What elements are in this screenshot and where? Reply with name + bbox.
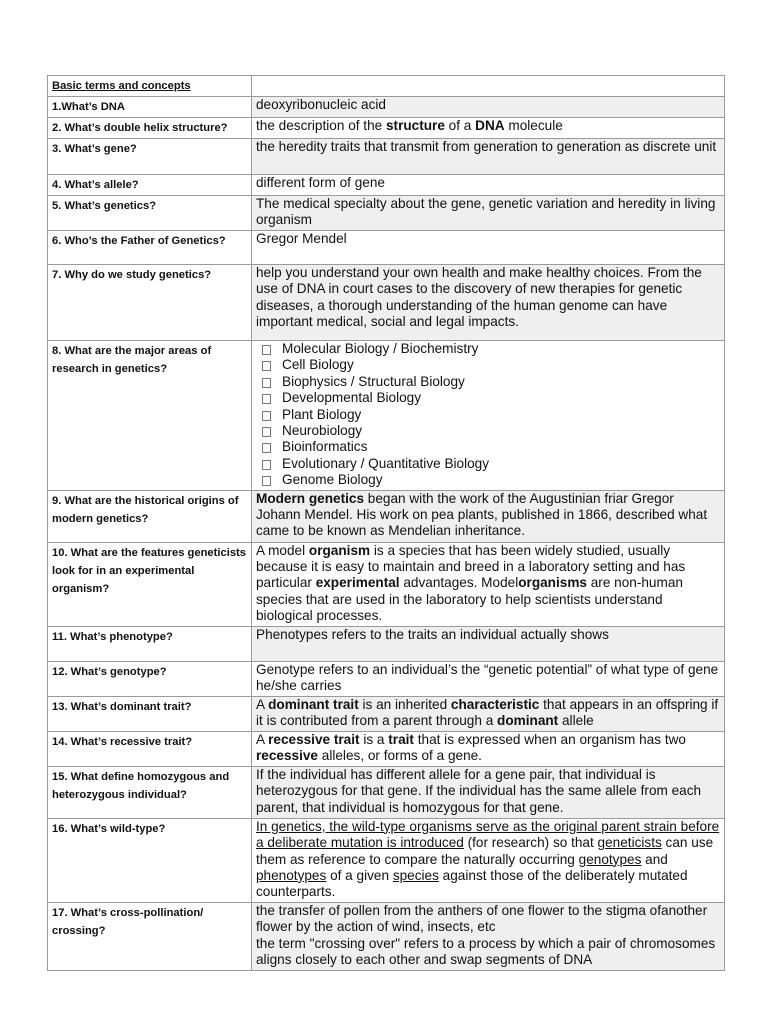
table-row	[48, 97, 725, 118]
research-area-item	[262, 407, 721, 423]
research-area-item	[262, 341, 721, 357]
answer-cell: deoxyribonucleic acid	[252, 97, 725, 118]
question-cell: 11. What’s phenotype?	[48, 626, 252, 661]
research-area-item	[262, 472, 721, 488]
checkbox-square-icon	[262, 476, 271, 486]
table-row	[48, 818, 725, 902]
answer-cell	[252, 902, 725, 970]
question-cell: 16. What’s wild-type?	[48, 818, 252, 902]
answer-paragraph: the term "crossing over" refers to a process by which a pair of chromosomes aligns closely to each other and swap segments of DNA	[256, 935, 716, 967]
table-row	[48, 76, 725, 97]
answer-cell: Modern genetics began with the work of the Augustinian friar Gregor Johann Mendel. His work on pea plants, published in 1866, described what came to be known as Mendelian inheritance.	[252, 490, 725, 542]
answer-cell: Genotype refers to an individual’s the “genetic potential” of what type of gene he/she carries	[252, 661, 725, 696]
research-areas-list	[256, 341, 721, 489]
checkbox-square-icon	[262, 361, 271, 371]
question-cell: 7. Why do we study genetics?	[48, 265, 252, 341]
answer-cell: the description of the structure of a DNA molecule	[252, 118, 725, 139]
research-area-label: Cell Biology	[282, 357, 354, 373]
question-cell: 2. What’s double helix structure?	[48, 118, 252, 139]
question-cell: 3. What’s gene?	[48, 139, 252, 175]
answer-cell: A dominant trait is an inherited characteristic that appears in an offspring if it is contributed from a parent through a dominant allele	[252, 696, 725, 731]
research-area-item	[262, 357, 721, 373]
table-row	[48, 490, 725, 542]
table-row	[48, 902, 725, 970]
table-row	[48, 731, 725, 766]
table-row	[48, 626, 725, 661]
answer-paragraph: the transfer of pollen from the anthers of one flower to the stigma ofanother flower by the action of wind, insects, etc	[256, 902, 708, 935]
research-area-label: Molecular Biology / Biochemistry	[282, 341, 479, 356]
research-area-item	[262, 423, 721, 439]
checkbox-square-icon	[262, 345, 271, 355]
answer-cell: the heredity traits that transmit from generation to generation as discrete unit	[252, 139, 725, 175]
research-area-label: Plant Biology	[282, 406, 362, 422]
table-row	[48, 231, 725, 265]
research-area-label: Genome Biology	[282, 472, 383, 488]
table-row	[48, 766, 725, 818]
checkbox-square-icon	[262, 378, 271, 388]
answer-cell: help you understand your own health and make healthy choices. From the use of DNA in court cases to the discovery of new therapies for genetic diseases, a thorough understanding of the human genome can have important medical, social and legal impacts.	[252, 265, 725, 341]
checkbox-square-icon	[262, 394, 271, 404]
research-area-item	[262, 456, 721, 472]
checkbox-square-icon	[262, 427, 271, 437]
table-row	[48, 696, 725, 731]
answer-cell: In genetics, the wild-type organisms serve as the original parent strain before a deliberate mutation is introduced (for research) so that geneticists can use them as reference to compare the naturally occurring genotypes and phenotypes of a given species against those of the deliberately mutated counterparts.	[252, 818, 725, 902]
question-cell: 5. What’s genetics?	[48, 196, 252, 231]
table-title: Basic terms and concepts	[52, 80, 191, 92]
research-area-item	[262, 390, 721, 406]
research-area-label: Developmental Biology	[282, 390, 422, 406]
question-cell: 9. What are the historical origins of modern genetics?	[48, 490, 252, 542]
empty-cell	[252, 76, 725, 97]
table-row	[48, 175, 725, 196]
table-row	[48, 542, 725, 626]
answer-cell: different form of gene	[252, 175, 725, 196]
table-row	[48, 341, 725, 491]
question-cell: 15. What define homozygous and heterozygous individual?	[48, 766, 252, 818]
table-title-cell	[48, 76, 252, 97]
table-row	[48, 139, 725, 175]
research-area-label: Evolutionary / Quantitative Biology	[282, 455, 490, 471]
table-row	[48, 196, 725, 231]
table-row	[48, 661, 725, 696]
question-cell: 6. Who’s the Father of Genetics?	[48, 231, 252, 265]
research-area-label: Biophysics / Structural Biology	[282, 373, 465, 389]
question-cell: 13. What’s dominant trait?	[48, 696, 252, 731]
research-area-item	[262, 374, 721, 390]
table-row	[48, 265, 725, 341]
genetics-terms-table	[47, 75, 725, 971]
question-cell: 12. What’s genotype?	[48, 661, 252, 696]
answer-cell: A model organism is a species that has been widely studied, usually because it is easy to maintain and breed in a laboratory setting and has particular experimental advantages. Modelorganisms are non-human species that are used in the laboratory to help scientists understand biological processes.	[252, 542, 725, 626]
question-cell: 17. What’s cross-pollination/ crossing?	[48, 902, 252, 970]
question-cell: 8. What are the major areas of research in genetics?	[48, 341, 252, 491]
answer-cell: A recessive trait is a trait that is expressed when an organism has two recessive alleles, or forms of a gene.	[252, 731, 725, 766]
research-area-label: Bioinformatics	[282, 439, 368, 455]
research-area-item	[262, 439, 721, 455]
answer-cell: If the individual has different allele for a gene pair, that individual is heterozygous for that gene. If the individual has the same allele from each parent, that individual is homozygous for that gene.	[252, 766, 725, 818]
table-row	[48, 118, 725, 139]
research-area-label: Neurobiology	[282, 423, 363, 439]
question-cell: 10. What are the features geneticists look for in an experimental organism?	[48, 542, 252, 626]
checkbox-square-icon	[262, 411, 271, 421]
question-cell: 1.What’s DNA	[48, 97, 252, 118]
answer-cell	[252, 341, 725, 491]
question-cell: 14. What’s recessive trait?	[48, 731, 252, 766]
checkbox-square-icon	[262, 460, 271, 470]
answer-cell: The medical specialty about the gene, genetic variation and heredity in living organism	[252, 196, 725, 231]
answer-cell: Phenotypes refers to the traits an individual actually shows	[252, 626, 725, 661]
question-cell: 4. What’s allele?	[48, 175, 252, 196]
checkbox-square-icon	[262, 443, 271, 453]
answer-cell: Gregor Mendel	[252, 231, 725, 265]
